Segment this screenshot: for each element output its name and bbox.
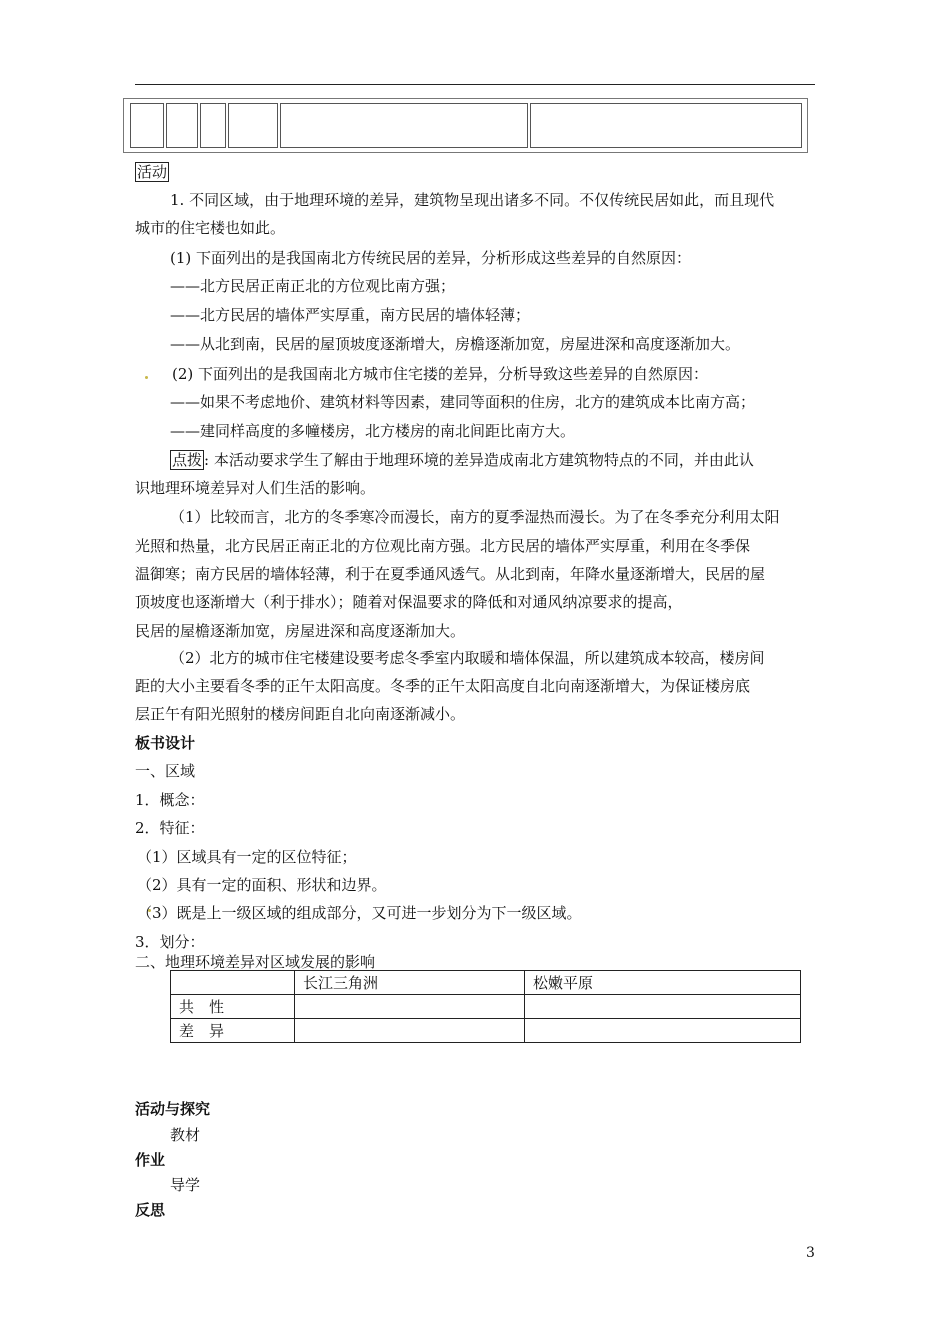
- header-table-cell: [228, 103, 278, 148]
- reflect-title: 反思: [135, 1201, 166, 1219]
- board-item: 3．划分：: [135, 933, 205, 951]
- page-number: 3: [806, 1245, 815, 1261]
- board-section1: 一、区域: [135, 762, 196, 780]
- empty-header-table: [123, 98, 808, 153]
- homework-body: 导学: [170, 1176, 201, 1194]
- table-cell: [525, 995, 801, 1019]
- table-row-label: 差 异: [171, 1019, 295, 1043]
- activity-title: 活动: [137, 163, 168, 181]
- activity-q1-item: ——从北到南，民居的屋顶坡度逐渐增大，房檐逐渐加宽，房屋进深和高度逐渐加大。: [170, 335, 741, 353]
- table-cell: [295, 995, 525, 1019]
- homework-title: 作业: [135, 1151, 166, 1169]
- activity-heading: [135, 162, 169, 182]
- explore-title: 活动与探究: [135, 1100, 211, 1118]
- table-header-cell: 长江三角洲: [295, 971, 525, 995]
- header-table-cell: [530, 103, 802, 148]
- activity-q1-item: ——北方民居的墙体严实厚重，南方民居的墙体轻薄；: [170, 306, 531, 324]
- table-cell: [295, 1019, 525, 1043]
- header-table-cell: [280, 103, 528, 148]
- table-row-label: 共 性: [171, 995, 295, 1019]
- board-item: 1．概念：: [135, 791, 205, 809]
- explore-body: 教材: [170, 1126, 201, 1144]
- hint-line2: 识地理环境差异对人们生活的影响。: [135, 479, 376, 497]
- board-title: 板书设计: [135, 734, 196, 752]
- hint-answer2: 距的大小主要看冬季的正午太阳高度。冬季的正午太阳高度自北向南逐渐增大，为保证楼房底: [135, 677, 751, 695]
- table-cell: [525, 1019, 801, 1043]
- hint-text: : 本活动要求学生了解由于地理环境的差异造成南北方建筑物特点的不同，并由此认: [204, 451, 754, 469]
- hint-answer2: （2）北方的城市住宅楼建设要考虑冬季室内取暖和墙体保温，所以建筑成本较高，楼房间: [170, 649, 765, 667]
- activity-q1-item: ——北方民居正南正北的方位观比南方强；: [170, 277, 456, 295]
- hint-line1: [170, 450, 754, 470]
- activity-q2-item: ——如果不考虑地价、建筑材料等因素，建同等面积的住房，北方的建筑成本比南方高；: [170, 393, 756, 411]
- table-header-cell: [171, 971, 295, 995]
- table-header-cell: 松嫩平原: [525, 971, 801, 995]
- comparison-table: [170, 970, 801, 1043]
- hint-answer1: 光照和热量，北方民居正南正北的方位观比南方强。北方民居的墙体严实厚重，利用在冬季保: [135, 537, 751, 555]
- stray-dot: [145, 376, 148, 379]
- hint-answer1: 温御寒；南方民居的墙体轻薄，利于在夏季通风透气。从北到南，年降水量逐渐增大，民居的屋: [135, 565, 766, 583]
- activity-p1-line1: 1. 不同区域，由于地理环境的差异，建筑物呈现出诸多不同。不仅传统民居如此，而且现代: [170, 191, 775, 209]
- hint-answer1: 民居的屋檐逐渐加宽，房屋进深和高度逐渐加大。: [135, 622, 466, 640]
- header-table-cell: [166, 103, 198, 148]
- hint-label: 点拨: [172, 451, 203, 469]
- board-section2: 二、地理环境差异对区域发展的影响: [135, 953, 376, 971]
- activity-q1: (1) 下面列出的是我国南北方传统民居的差异，分析形成这些差异的自然原因：: [170, 249, 692, 267]
- activity-q2-item: ——建同样高度的多幢楼房，北方楼房的南北间距比南方大。: [170, 422, 576, 440]
- board-item: 2．特征：: [135, 819, 205, 837]
- hint-answer1: 顶坡度也逐渐增大（利于排水）；随着对保温要求的降低和对通风纳凉要求的提高，: [135, 593, 683, 611]
- hint-answer1: （1）比较而言，北方的冬季寒冷而漫长，南方的夏季湿热而漫长。为了在冬季充分利用太阳: [170, 508, 780, 526]
- header-rule: [135, 84, 815, 85]
- hint-answer2: 层正午有阳光照射的楼房间距自北向南逐渐减小。: [135, 705, 466, 723]
- board-subitem: （2）具有一定的面积、形状和边界。: [137, 876, 387, 894]
- table-header-row: [171, 971, 801, 995]
- board-subitem: （3）既是上一级区域的组成部分，又可进一步划分为下一级区域。: [137, 904, 582, 922]
- header-table-cell: [130, 103, 164, 148]
- table-row: [171, 1019, 801, 1043]
- header-table-cell: [200, 103, 226, 148]
- table-row: [171, 995, 801, 1019]
- activity-p1-line2: 城市的住宅楼也如此。: [135, 219, 286, 237]
- board-subitem: （1）区域具有一定的区位特征；: [137, 848, 357, 866]
- activity-q2: (2) 下面列出的是我国南北方城市住宅搂的差异，分析导致这些差异的自然原因：: [172, 365, 709, 383]
